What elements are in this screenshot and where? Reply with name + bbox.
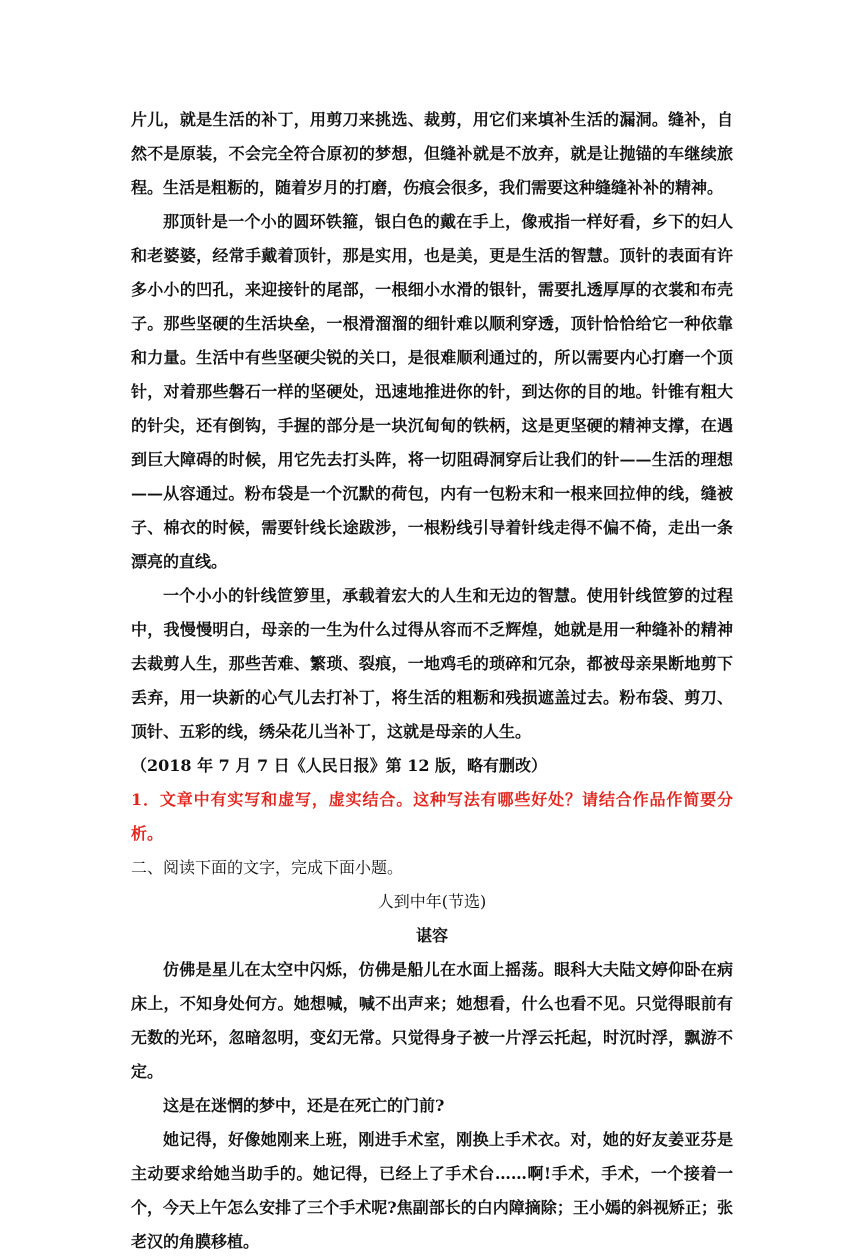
- article-author: 谌容: [415, 926, 448, 945]
- paragraph-5: 这是在迷惘的梦中，还是在死亡的门前?: [163, 1096, 445, 1115]
- passage-text: [131, 103, 733, 1259]
- paragraph-1: 片儿，就是生活的补丁，用剪刀来挑选、裁剪，用它们来填补生活的漏洞。缝补，自然不是原装，不会完全符合原初的梦想，但缝补就是不放弃，就是让抛锚的车继续旅程。生活是粗粝的，随着岁月的打磨，伤痕会很多，我们需要这种缝缝补补的精神。: [131, 110, 733, 197]
- article-title: 人到中年(节选): [377, 892, 487, 911]
- question-1: 1．文章中有实写和虚写，虚实结合。这种写法有哪些好处？请结合作品作简要分析。: [131, 790, 733, 843]
- source-citation: （2018 年 7 月 7 日《人民日报》第 12 版，略有删改）: [131, 756, 548, 775]
- section-heading: 二、阅读下面的文字，完成下面小题。: [131, 858, 404, 877]
- paragraph-6: 她记得，好像她刚来上班，刚进手术室，刚换上手术衣。对，她的好友姜亚芬是主动要求给她当助手的。她记得，已经上了手术台……啊!手术，手术，一个接着一个，今天上午怎么安排了三个手术呢?焦副部长的白内障摘除；王小嫣的斜视矫正；张老汉的角膜移植。: [131, 1130, 733, 1251]
- paragraph-2: 那顶针是一个小的圆环铁箍，银白色的戴在手上，像戒指一样好看，乡下的妇人和老婆婆，经常手戴着顶针，那是实用，也是美，更是生活的智慧。顶针的表面有许多小小的凹孔，来迎接针的尾部，一根细小水滑的银针，需要扎透厚厚的衣裳和布壳子。那些坚硬的生活块垒，一根滑溜溜的细针难以顺利穿透，顶针恰恰给它一种依靠和力量。生活中有些坚硬尖锐的关口，是很难顺利通过的，所以需要内心打磨一个顶针，对着那些磐石一样的坚硬处，迅速地推进你的针，到达你的目的地。针锥有粗大的针尖，还有倒钩，手握的部分是一块沉甸甸的铁柄，这是更坚硬的精神支撑，在遇到巨大障碍的时候，用它先去打头阵，将一切阻碍洞穿后让我们的针——生活的理想——从容通过。粉布袋是一个沉默的荷包，内有一包粉末和一根来回拉伸的线，缝被子、棉衣的时候，需要针线长途跋涉，一根粉线引导着针线走得不偏不倚，走出一条漂亮的直线。: [131, 212, 733, 571]
- paragraph-4: 仿佛是星儿在太空中闪烁，仿佛是船儿在水面上摇荡。眼科大夫陆文婷仰卧在病床上，不知身处何方。她想喊，喊不出声来；她想看，什么也看不见。只觉得眼前有无数的光环，忽暗忽明，变幻无常。只觉得身子被一片浮云托起，时沉时浮，飘游不定。: [131, 960, 733, 1081]
- paragraph-3: 一个小小的针线笸箩里，承载着宏大的人生和无边的智慧。使用针线笸箩的过程中，我慢慢明白，母亲的一生为什么过得从容而不乏辉煌，她就是用一种缝补的精神去裁剪人生，那些苦难、繁琐、裂痕，一地鸡毛的琐碎和冗杂，都被母亲果断地剪下丢弃，用一块新的心气儿去打补丁，将生活的粗粝和残损遮盖过去。粉布袋、剪刀、顶针、五彩的线，绣朵花儿当补丁，这就是母亲的人生。: [131, 586, 733, 741]
